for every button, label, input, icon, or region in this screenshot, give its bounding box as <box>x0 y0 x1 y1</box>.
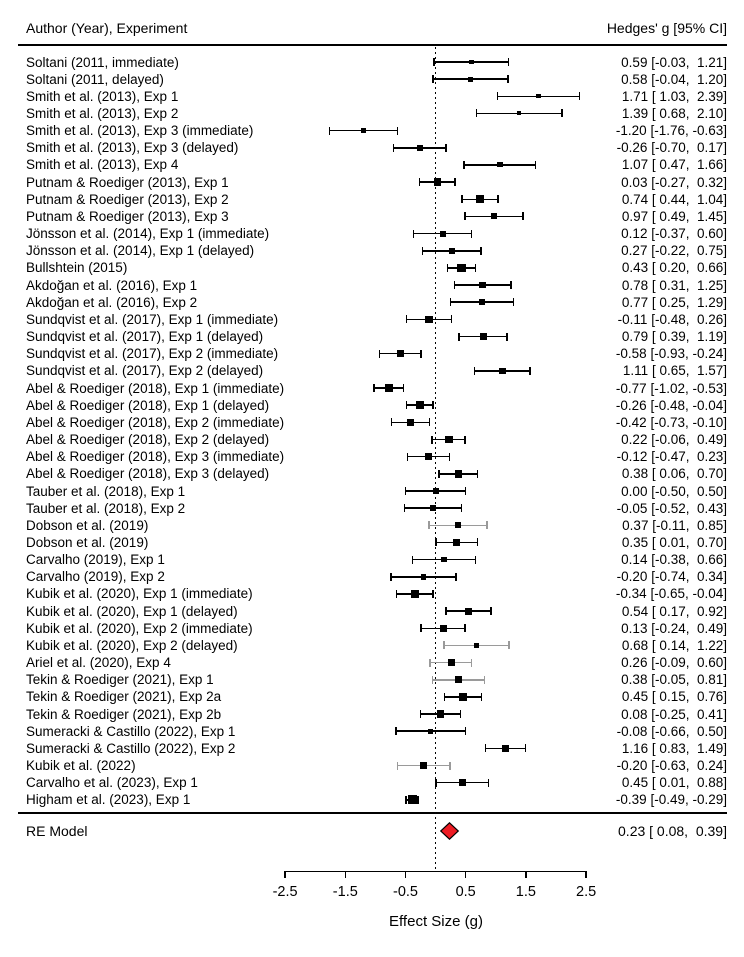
estimate-square <box>425 316 432 323</box>
study-estimate-text: -0.11 [-0.48, 0.26] <box>617 311 727 327</box>
summary-rule <box>18 812 727 814</box>
ci-cap-right <box>449 453 451 461</box>
study-label: Jönsson et al. (2014), Exp 1 (immediate) <box>26 226 270 242</box>
study-estimate-text: 1.07 [ 0.47, 1.66] <box>621 157 727 173</box>
ci-cap-left <box>433 58 435 66</box>
estimate-square <box>459 693 467 701</box>
study-estimate-text: -0.34 [-0.65, -0.04] <box>615 586 727 602</box>
study-label: Sumeracki & Castillo (2022), Exp 1 <box>26 723 236 739</box>
study-estimate-text: 0.68 [ 0.14, 1.22] <box>621 637 727 653</box>
ci-cap-right <box>522 212 524 220</box>
study-estimate-text: 0.26 [-0.09, 0.60] <box>621 655 727 671</box>
x-axis-tick-label: -2.5 <box>272 884 298 900</box>
study-estimate-text: 0.45 [ 0.01, 0.88] <box>621 775 727 791</box>
study-estimate-text: -1.20 [-1.76, -0.63] <box>615 123 727 139</box>
ci-cap-right <box>432 401 434 409</box>
estimate-square <box>476 195 484 203</box>
ci-cap-right <box>475 556 477 564</box>
ci-cap-left <box>438 470 440 478</box>
study-estimate-text: -0.20 [-0.63, 0.24] <box>616 758 727 774</box>
ci-cap-right <box>507 75 509 83</box>
study-label: Smith et al. (2013), Exp 3 (immediate) <box>26 123 254 139</box>
ci-cap-right <box>579 92 581 100</box>
study-estimate-text: -0.39 [-0.49, -0.29] <box>615 792 727 808</box>
ci-cap-right <box>465 487 467 495</box>
x-axis-title: Effect Size (g) <box>389 913 483 930</box>
study-estimate-text: 0.03 [-0.27, 0.32] <box>621 174 727 190</box>
x-axis-tick-label: 1.5 <box>515 884 536 900</box>
estimate-square <box>430 505 436 511</box>
ci-cap-left <box>429 659 431 667</box>
estimate-square <box>479 299 485 305</box>
ci-cap-left <box>461 195 463 203</box>
study-label: Abel & Roediger (2018), Exp 2 (delayed) <box>26 432 270 448</box>
estimate-square <box>536 94 540 98</box>
ci-cap-right <box>454 178 456 186</box>
estimate-square <box>428 729 433 734</box>
study-label: Smith et al. (2013), Exp 4 <box>26 157 179 173</box>
ci-cap-left <box>422 247 424 255</box>
estimate-square <box>421 574 427 580</box>
study-estimate-text: 0.00 [-0.50, 0.50] <box>621 483 727 499</box>
estimate-square <box>448 659 455 666</box>
study-label: Abel & Roediger (2018), Exp 2 (immediate) <box>26 414 285 430</box>
ci-cap-left <box>413 230 415 238</box>
ci-cap-right <box>432 590 434 598</box>
estimate-square <box>397 350 404 357</box>
ci-cap-left <box>419 178 421 186</box>
study-label: Abel & Roediger (2018), Exp 3 (immediate) <box>26 449 285 465</box>
ci-cap-left <box>396 590 398 598</box>
ci-cap-right <box>535 161 537 169</box>
study-label: Akdoğan et al. (2016), Exp 1 <box>26 277 198 293</box>
ci-cap-right <box>403 384 405 392</box>
ci-cap-right <box>486 521 488 529</box>
estimate-square <box>474 643 480 649</box>
x-axis-tick-label: 0.5 <box>455 884 476 900</box>
study-estimate-text: 1.16 [ 0.83, 1.49] <box>621 740 727 756</box>
ci-cap-left <box>474 367 476 375</box>
study-estimate-text: 0.77 [ 0.25, 1.29] <box>621 294 727 310</box>
study-estimate-text: 0.38 [ 0.06, 0.70] <box>621 466 727 482</box>
study-estimate-text: 0.58 [-0.04, 1.20] <box>621 71 727 87</box>
study-estimate-text: 0.14 [-0.38, 0.66] <box>621 552 727 568</box>
estimate-square <box>480 333 487 340</box>
ci-cap-left <box>407 453 409 461</box>
header-rule <box>18 44 727 46</box>
study-label: Soltani (2011, delayed) <box>26 71 164 87</box>
study-estimate-text: -0.58 [-0.93, -0.24] <box>615 346 727 362</box>
ci-cap-left <box>445 607 447 615</box>
ci-cap-right <box>420 350 422 358</box>
ci-cap-left <box>432 75 434 83</box>
study-label: Carvalho (2019), Exp 2 <box>26 569 165 585</box>
ci-cap-left <box>497 92 499 100</box>
study-estimate-text: -0.12 [-0.47, 0.23] <box>616 449 727 465</box>
estimate-square <box>455 676 462 683</box>
study-label: Putnam & Roediger (2013), Exp 3 <box>26 208 229 224</box>
ci-cap-right <box>429 418 431 426</box>
study-label: Carvalho et al. (2023), Exp 1 <box>26 775 198 791</box>
study-label: Smith et al. (2013), Exp 3 (delayed) <box>26 140 239 156</box>
estimate-square <box>449 248 455 254</box>
x-axis-line <box>285 871 587 873</box>
ci-cap-left <box>404 504 406 512</box>
ci-cap-right <box>477 538 479 546</box>
ci-cap-left <box>463 161 465 169</box>
ci-cap-left <box>443 641 445 649</box>
study-label: Tauber et al. (2018), Exp 1 <box>26 483 186 499</box>
ci-cap-left <box>444 693 446 701</box>
study-estimate-text: -0.20 [-0.74, 0.34] <box>616 569 727 585</box>
estimate-square <box>441 557 447 563</box>
study-label: Tekin & Roediger (2021), Exp 1 <box>26 672 214 688</box>
ci-cap-right <box>460 710 462 718</box>
ci-cap-left <box>454 281 456 289</box>
ci-cap-right <box>490 607 492 615</box>
estimate-square <box>468 77 473 82</box>
x-axis-tick-label: -0.5 <box>393 884 418 900</box>
ci-cap-left <box>485 744 487 752</box>
ci-cap-right <box>477 470 479 478</box>
ci-cap-left <box>395 727 397 735</box>
ci-cap-right <box>480 247 482 255</box>
x-axis-tick <box>284 871 286 878</box>
study-estimate-text: 0.35 [ 0.01, 0.70] <box>621 534 727 550</box>
study-label: Carvalho (2019), Exp 1 <box>26 552 165 568</box>
ci-cap-right <box>508 58 510 66</box>
ci-cap-right <box>451 315 453 323</box>
study-label: Sundqvist et al. (2017), Exp 1 (immediate) <box>26 311 279 327</box>
ci-cap-right <box>449 762 451 770</box>
study-estimate-text: 0.59 [-0.03, 1.21] <box>621 54 727 70</box>
study-label: Dobson et al. (2019) <box>26 534 149 550</box>
estimate-square <box>408 795 417 804</box>
study-label: Akdoğan et al. (2016), Exp 2 <box>26 294 198 310</box>
estimate-square <box>453 539 460 546</box>
ci-cap-right <box>488 779 490 787</box>
ci-cap-left <box>390 573 392 581</box>
ci-cap-right <box>471 659 473 667</box>
study-estimate-text: -0.42 [-0.73, -0.10] <box>615 414 727 430</box>
ci-cap-right <box>475 264 477 272</box>
study-label: Bullshtein (2015) <box>26 260 128 276</box>
ci-cap-right <box>525 744 527 752</box>
study-estimate-text: -0.77 [-1.02, -0.53] <box>615 380 727 396</box>
summary-diamond-icon <box>440 822 459 840</box>
study-label: Soltani (2011, immediate) <box>26 54 179 70</box>
x-axis-tick <box>525 871 527 878</box>
estimate-square <box>517 111 521 115</box>
ci-cap-right <box>508 641 510 649</box>
study-label: Abel & Roediger (2018), Exp 3 (delayed) <box>26 466 270 482</box>
column-header-authors: Author (Year), Experiment <box>26 20 188 36</box>
estimate-square <box>465 608 472 615</box>
ci-cap-left <box>476 109 478 117</box>
estimate-square <box>455 470 463 478</box>
x-axis-tick <box>405 871 407 878</box>
ci-cap-right <box>529 367 531 375</box>
ci-cap-right <box>471 230 473 238</box>
estimate-square <box>433 488 439 494</box>
ci-cap-right <box>455 573 457 581</box>
ci-cap-right <box>561 109 563 117</box>
ci-cap-right <box>465 727 467 735</box>
study-label: Jönsson et al. (2014), Exp 1 (delayed) <box>26 243 255 259</box>
ci-cap-left <box>379 350 381 358</box>
ci-cap-left <box>435 779 437 787</box>
ci-cap-left <box>431 436 433 444</box>
study-estimate-text: 0.27 [-0.22, 0.75] <box>621 243 727 259</box>
study-label: Tauber et al. (2018), Exp 2 <box>26 500 186 516</box>
ci-cap-left <box>420 624 422 632</box>
study-label: Smith et al. (2013), Exp 1 <box>26 88 179 104</box>
study-label: Kubik et al. (2020), Exp 1 (delayed) <box>26 603 238 619</box>
estimate-square <box>437 710 444 717</box>
ci-cap-right <box>417 796 419 804</box>
estimate-square <box>407 419 415 427</box>
study-label: Ariel et al. (2020), Exp 4 <box>26 655 171 671</box>
study-estimate-text: -0.26 [-0.48, -0.04] <box>615 397 727 413</box>
study-label: Higham et al. (2023), Exp 1 <box>26 792 191 808</box>
estimate-square <box>440 231 446 237</box>
study-estimate-text: 0.45 [ 0.15, 0.76] <box>621 689 727 705</box>
estimate-square <box>420 762 427 769</box>
ci-cap-right <box>481 693 483 701</box>
study-estimate-text: 0.97 [ 0.49, 1.45] <box>621 208 727 224</box>
study-label: Putnam & Roediger (2013), Exp 2 <box>26 191 229 207</box>
estimate-square <box>417 145 424 152</box>
study-estimate-text: 0.79 [ 0.39, 1.19] <box>621 329 727 345</box>
study-estimate-text: 1.71 [ 1.03, 2.39] <box>621 88 727 104</box>
estimate-square <box>385 384 393 392</box>
ci-cap-left <box>393 144 395 152</box>
study-estimate-text: -0.05 [-0.52, 0.43] <box>616 500 727 516</box>
ci-cap-right <box>513 298 515 306</box>
ci-cap-right <box>397 127 399 135</box>
ci-cap-left <box>464 212 466 220</box>
study-label: Sundqvist et al. (2017), Exp 2 (delayed) <box>26 363 264 379</box>
study-label: Sumeracki & Castillo (2022), Exp 2 <box>26 740 236 756</box>
study-estimate-text: 0.13 [-0.24, 0.49] <box>621 620 727 636</box>
study-estimate-text: 0.78 [ 0.31, 1.25] <box>621 277 727 293</box>
x-axis-tick <box>345 871 347 878</box>
study-label: Putnam & Roediger (2013), Exp 1 <box>26 174 229 190</box>
study-label: Tekin & Roediger (2021), Exp 2a <box>26 689 222 705</box>
study-label: Tekin & Roediger (2021), Exp 2b <box>26 706 222 722</box>
estimate-square <box>479 282 485 288</box>
ci-cap-left <box>447 264 449 272</box>
summary-estimate-text: 0.23 [ 0.08, 0.39] <box>618 823 727 839</box>
estimate-square <box>497 162 502 167</box>
estimate-square <box>445 436 453 444</box>
ci-cap-left <box>432 676 434 684</box>
ci-cap-right <box>506 333 508 341</box>
study-estimate-text: 1.11 [ 0.65, 1.57] <box>622 363 727 379</box>
ci-cap-right <box>484 676 486 684</box>
ci-cap-left <box>406 315 408 323</box>
ci-cap-left <box>406 401 408 409</box>
ci-cap-right <box>464 624 466 632</box>
estimate-square <box>455 522 461 528</box>
x-axis-tick <box>465 871 467 878</box>
ci-cap-left <box>435 538 437 546</box>
estimate-square <box>440 625 447 632</box>
estimate-square <box>469 60 474 65</box>
estimate-square <box>499 368 505 374</box>
estimate-square <box>459 779 466 786</box>
estimate-square <box>491 213 497 219</box>
study-estimate-text: 0.38 [-0.05, 0.81] <box>621 672 727 688</box>
study-estimate-text: 0.54 [ 0.17, 0.92] <box>621 603 727 619</box>
ci-cap-left <box>405 487 407 495</box>
study-label: Kubik et al. (2022) <box>26 758 136 774</box>
x-axis-tick-label: 2.5 <box>576 884 597 900</box>
study-estimate-text: 1.39 [ 0.68, 2.10] <box>621 105 727 121</box>
estimate-square <box>457 264 465 272</box>
study-estimate-text: 0.37 [-0.11, 0.85] <box>622 517 727 533</box>
study-estimate-text: 0.08 [-0.25, 0.41] <box>621 706 727 722</box>
ci-cap-left <box>405 796 407 804</box>
study-label: Kubik et al. (2020), Exp 1 (immediate) <box>26 586 253 602</box>
estimate-square <box>416 401 424 409</box>
x-axis-tick-label: -1.5 <box>332 884 358 900</box>
estimate-square <box>411 590 419 598</box>
ci-cap-left <box>391 418 393 426</box>
column-header-estimates: Hedges' g [95% CI] <box>606 20 727 36</box>
study-label: Abel & Roediger (2018), Exp 1 (immediate) <box>26 380 285 396</box>
ci-cap-left <box>397 762 399 770</box>
ci-cap-left <box>373 384 375 392</box>
ci-cap-right <box>510 281 512 289</box>
study-estimate-text: 0.43 [ 0.20, 0.66] <box>621 260 727 276</box>
ci-cap-left <box>428 521 430 529</box>
study-label: Sundqvist et al. (2017), Exp 2 (immediate) <box>26 346 279 362</box>
study-estimate-text: -0.26 [-0.70, 0.17] <box>616 140 727 156</box>
study-estimate-text: 0.12 [-0.37, 0.60] <box>621 226 727 242</box>
ci-cap-right <box>497 195 499 203</box>
ci-cap-right <box>461 504 463 512</box>
ci-cap-right <box>464 436 466 444</box>
ci-cap-right <box>445 144 447 152</box>
zero-reference-line <box>435 47 436 871</box>
ci-cap-left <box>329 127 331 135</box>
study-label: Abel & Roediger (2018), Exp 1 (delayed) <box>26 397 270 413</box>
study-label: Sundqvist et al. (2017), Exp 1 (delayed) <box>26 329 264 345</box>
estimate-square <box>434 178 442 186</box>
ci-cap-left <box>458 333 460 341</box>
study-label: Dobson et al. (2019) <box>26 517 149 533</box>
estimate-square <box>425 453 432 460</box>
study-label: Smith et al. (2013), Exp 2 <box>26 105 179 121</box>
estimate-square <box>361 128 366 133</box>
ci-cap-left <box>420 710 422 718</box>
ci-cap-left <box>450 298 452 306</box>
estimate-square <box>502 745 509 752</box>
ci-cap-left <box>412 556 414 564</box>
study-estimate-text: 0.22 [-0.06, 0.49] <box>621 432 727 448</box>
study-label: Kubik et al. (2020), Exp 2 (immediate) <box>26 620 253 636</box>
study-estimate-text: -0.08 [-0.66, 0.50] <box>616 723 727 739</box>
study-label: Kubik et al. (2020), Exp 2 (delayed) <box>26 637 238 653</box>
summary-label: RE Model <box>26 823 88 839</box>
x-axis-tick <box>585 871 587 878</box>
study-estimate-text: 0.74 [ 0.44, 1.04] <box>621 191 727 207</box>
